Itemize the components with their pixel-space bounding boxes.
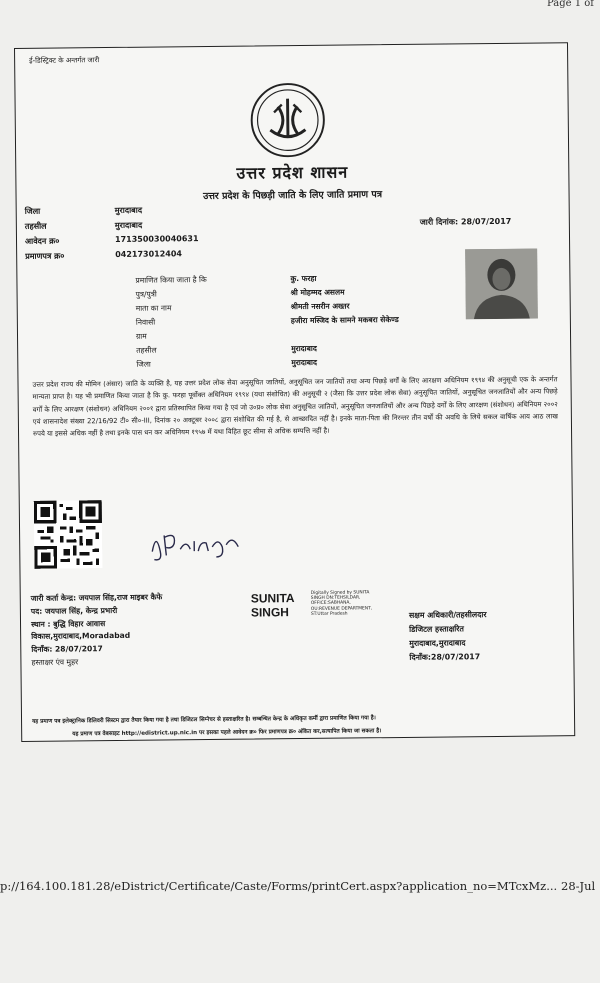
field-certificate-label: प्रमाणपत्र क्र० [25,251,65,261]
field-certificate-value: 042173012404 [115,249,183,259]
officer-date: दिनाँक:28/07/2017 [409,652,481,662]
officer-digital: डिजिटल हस्ताक्षरित [409,624,464,634]
svg-text:JPsingh: JPsingh [141,521,146,523]
issuer-date: दिनाँक: 28/07/2017 [31,644,103,655]
issuer-post: पद: जयपाल सिंह, केन्द्र प्रभारी [30,605,118,616]
print-date: 28-Jul [561,879,596,893]
field-application-value: 171350030040631 [114,234,199,244]
officer-title: सक्षम अधिकारी/तहसीलदार [408,610,487,620]
footer-note-2: यह प्रमाण पत्र वेबसाइट http://edistrict.up.nic.in पर इसका पहले आवेदन क्र० फिर प्रमाणपत्र क्र० अंकित कर,सत्यापित किया जा सकता है। [72,728,382,738]
issue-date [420,216,512,228]
issuer-sign-label: हस्ताक्षर एंव मुहर [31,657,79,667]
qr-code-icon [34,500,103,569]
field-district-value: मुरादाबाद [114,205,143,215]
officer-block [409,608,487,665]
digital-signature [250,590,373,620]
handwritten-signature [142,520,262,565]
certificate-subtitle: उत्तर प्रदेश के पिछड़ी जाति के लिए जाति प्रमाण पत्र [203,189,383,203]
top-note: ई-डिस्ट्रिक्ट के अन्तर्गत जारी [29,56,100,65]
issue-date-label: जारी दिनांक: [419,217,459,227]
footer-note-1: यह प्रमाण पत्र इलेक्ट्रानिक डिलिवरी सिस्टम द्वारा तैयार किया गया है तथा डिजिटल सिग्नेचर से हस्ताक्षरित है। सम्बन्धित केन्द्र के अधिकृत कर्मी द्वारा प्रमाणित किया गया है। [32,715,376,725]
issuer-center: जारी कर्ता केन्द्र: जयपाल सिंह,राज माइबर कैफे [30,592,163,603]
signer-details: Digitally Signed by SUNITA SINGH DN:TEHSILDAR, OFFICE:SABHANA, OU:REVENUE DEPARTMENT, ST:Uttar Pradesh [310,590,373,617]
person-icon [465,249,538,320]
certificate-title: उत्तर प्रदेश शासन [236,162,349,183]
field-tehsil-value: मुरादाबाद [114,220,143,230]
issuer-block [31,591,163,669]
print-url: p://164.100.181.28/eDistrict/Certificate/Caste/Forms/printCert.aspx?application_no=MTcxMz... [0,879,558,893]
issuer-area: विकास,मुरादाबाद,Moradabad [31,631,131,642]
applicant-photo [465,249,538,320]
field-application-label: आवेदन क्र० [24,236,60,246]
issuer-place: स्थान : बुद्धि विहार आवास [30,618,106,629]
certificate-paragraph: उत्तर प्रदेश राज्य की मोमिन (अंसार) जाति के व्यक्ति है, यह उत्तर प्रदेश लोक सेवा अनुसूचित जातियों, अनुसूचित जन जातियों तथा अन्य पिछड़े वर्गों के लिए आरक्षण अधिनियम १९९४ की अनुसूची एक के अन्तर्गत मान्यता प्राप्त है। यह भी प्रमाणित किया जाता है कि कु. फरहा पूर्वोक्त अधिनियम १९९४ (यथा संशोधित) की अनुसूची २ (जैसा कि उत्तर प्रदेश लोक सेवा) अनुसूचित जातियों, अनुसूचित जनजातियों और अन्य पिछड़े वर्गों के लिए आरक्षण (संशोधन) अधिनियम २००१ द्वारा प्रतिस्थापित किया गया है एवं जो उ०प्र० लोक सेवा अनुसूचित जातियों, अनुसूचित जनजातियों और अन्य पिछड़े वर्गों के लिए आरक्षण (संशोधन) अधिनियम २००२ एवं शासनादेश संख्या 22/16/92 टी० सी०-III, दिनांक २० अक्टूबर २००८ द्वारा संशोधित की गई है, से आच्छादित नहीं है। इनके माता-पिता की निरन्तर तीन वर्षों की अवधि के लिये सकल वार्षिक आय आठ लाख रुपये या इससे अधिक नहीं है तथा इनके पास धन कर अधिनियम १९५७ में यथा विहित छूट सीमा से अधिक सम्पत्ति नहीं है। [32,375,558,439]
up-govt-emblem-icon [248,81,327,160]
caste-certificate: ई-डिस्ट्रिक्ट के अन्तर्गत जारी उत्तर प्रदेश शासन उत्तर प्रदेश के पिछड़ी जाति के लिए जाति प्रमाण पत्र जिला मुरादाबाद तहसील मुरादाबाद आवेदन क्र० 171350030040631 प्रमाणपत्र क्र० 042173012404 जारी दिनांक: 28/07/2017 प्रमाणित किया जाता है कि कु. फरहा पुत्र/पुत्री श्री मोहम्मद असलम माता का नाम श्रीमती नसरीन अख्तर निवासी हजीरा मस्जिद के सामने मकबरा सेकेण्ड ग्राम तहसील मुरादाबाद जिला मुरादाबाद उत्तर प्रदेश राज्य की मोमिन (अंसार) जाति के व्यक्ति है, यह उत्तर प्रदेश लोक सेवा अनुसूचित जातियों, अनुसूचित जन जातियों तथा अन्य पिछड़े वर्गों के लिए आरक्षण अधिनियम १९९४ की अनुसूची एक के अन्तर्गत मान्यता प्राप्त है। यह भी प्रमाणित किया जाता है कि कु. फरहा पूर्वोक्त अधिनियम १९९४ (यथा संशोधित) की अनुसूची २ (जैसा कि उत्तर प्रदेश लोक सेवा) अनुसूचित जातियों, अनुसूचित जनजातियों और अन्य पिछड़े वर्गों के लिए आरक्षण (संशोधन) अधिनियम २००१ द्वारा प्रतिस्थापित किया गया है एवं जो उ०प्र० लोक सेवा अनुसूचित जातियों, अनुसूचित जनजातियों और अन्य पिछड़े वर्गों के लिए आरक्षण (संशोधन) अधिनियम २००२ एवं शासनादेश संख्या 22/16/92 टी० सी०-III, दिनांक २० अक्टूबर २००८ द्वारा संशोधित की गई है, से आच्छादित नहीं है। इनके माता-पिता की निरन्तर तीन वर्षों की अवधि के लिये सकल वार्षिक आय आठ लाख रुपये या इससे अधिक नहीं है तथा इनके पास धन कर अधिनियम १९५७ में यथा विहित छूट सीमा से अधिक सम्पत्ति नहीं है। JPsingh जारी कर्ता केन्द्र: जयपाल सिंह,राज माइबर कैफे पद: जयपाल सिंह, केन्द्र प्रभारी स्थान : बुद्धि विहार आवास विकास,मुरादाबाद,Moradabad दिनाँक: 28/07/2017 हस्ताक्षर एंव मुहर SUNITA SINGH Digitally Signed by SUNITA SINGH DN:TEHSILDAR, OFFICE:SABHANA, OU:REVENUE DEPARTMENT, ST:Uttar Pradesh सक्षम अधिकारी/तहसीलदार डिजिटल हस्ताक्षरित मुरादाबाद,मुरादाबाद दिनाँक:28/07/2017 यह प्रमाण पत्र इलेक्ट्रानिक डिलिवरी सिस्टम द्वारा तैयार किया गया है तथा डिजिटल सिग्नेचर से हस्ताक्षरित है। सम्बन्धित केन्द्र के अधिकृत कर्मी द्वारा प्रमाणित किया गया है। यह प्रमाण पत्र वेबसाइट http://edistrict.up.nic.in पर इसका पहले आवेदन क्र० फिर प्रमाणपत्र क्र० अंकित कर,सत्यापित किया जा सकता है। [14,42,575,742]
field-tehsil-label: तहसील [24,221,47,231]
page-number: Page 1 of [546,0,594,9]
issue-date-value: 28/07/2017 [460,216,512,227]
officer-place: मुरादाबाद,मुरादाबाद [409,638,466,648]
signer-last-name: SINGH [250,605,290,620]
field-district-label: जिला [24,206,41,216]
signer-first-name: SUNITA [250,591,295,606]
